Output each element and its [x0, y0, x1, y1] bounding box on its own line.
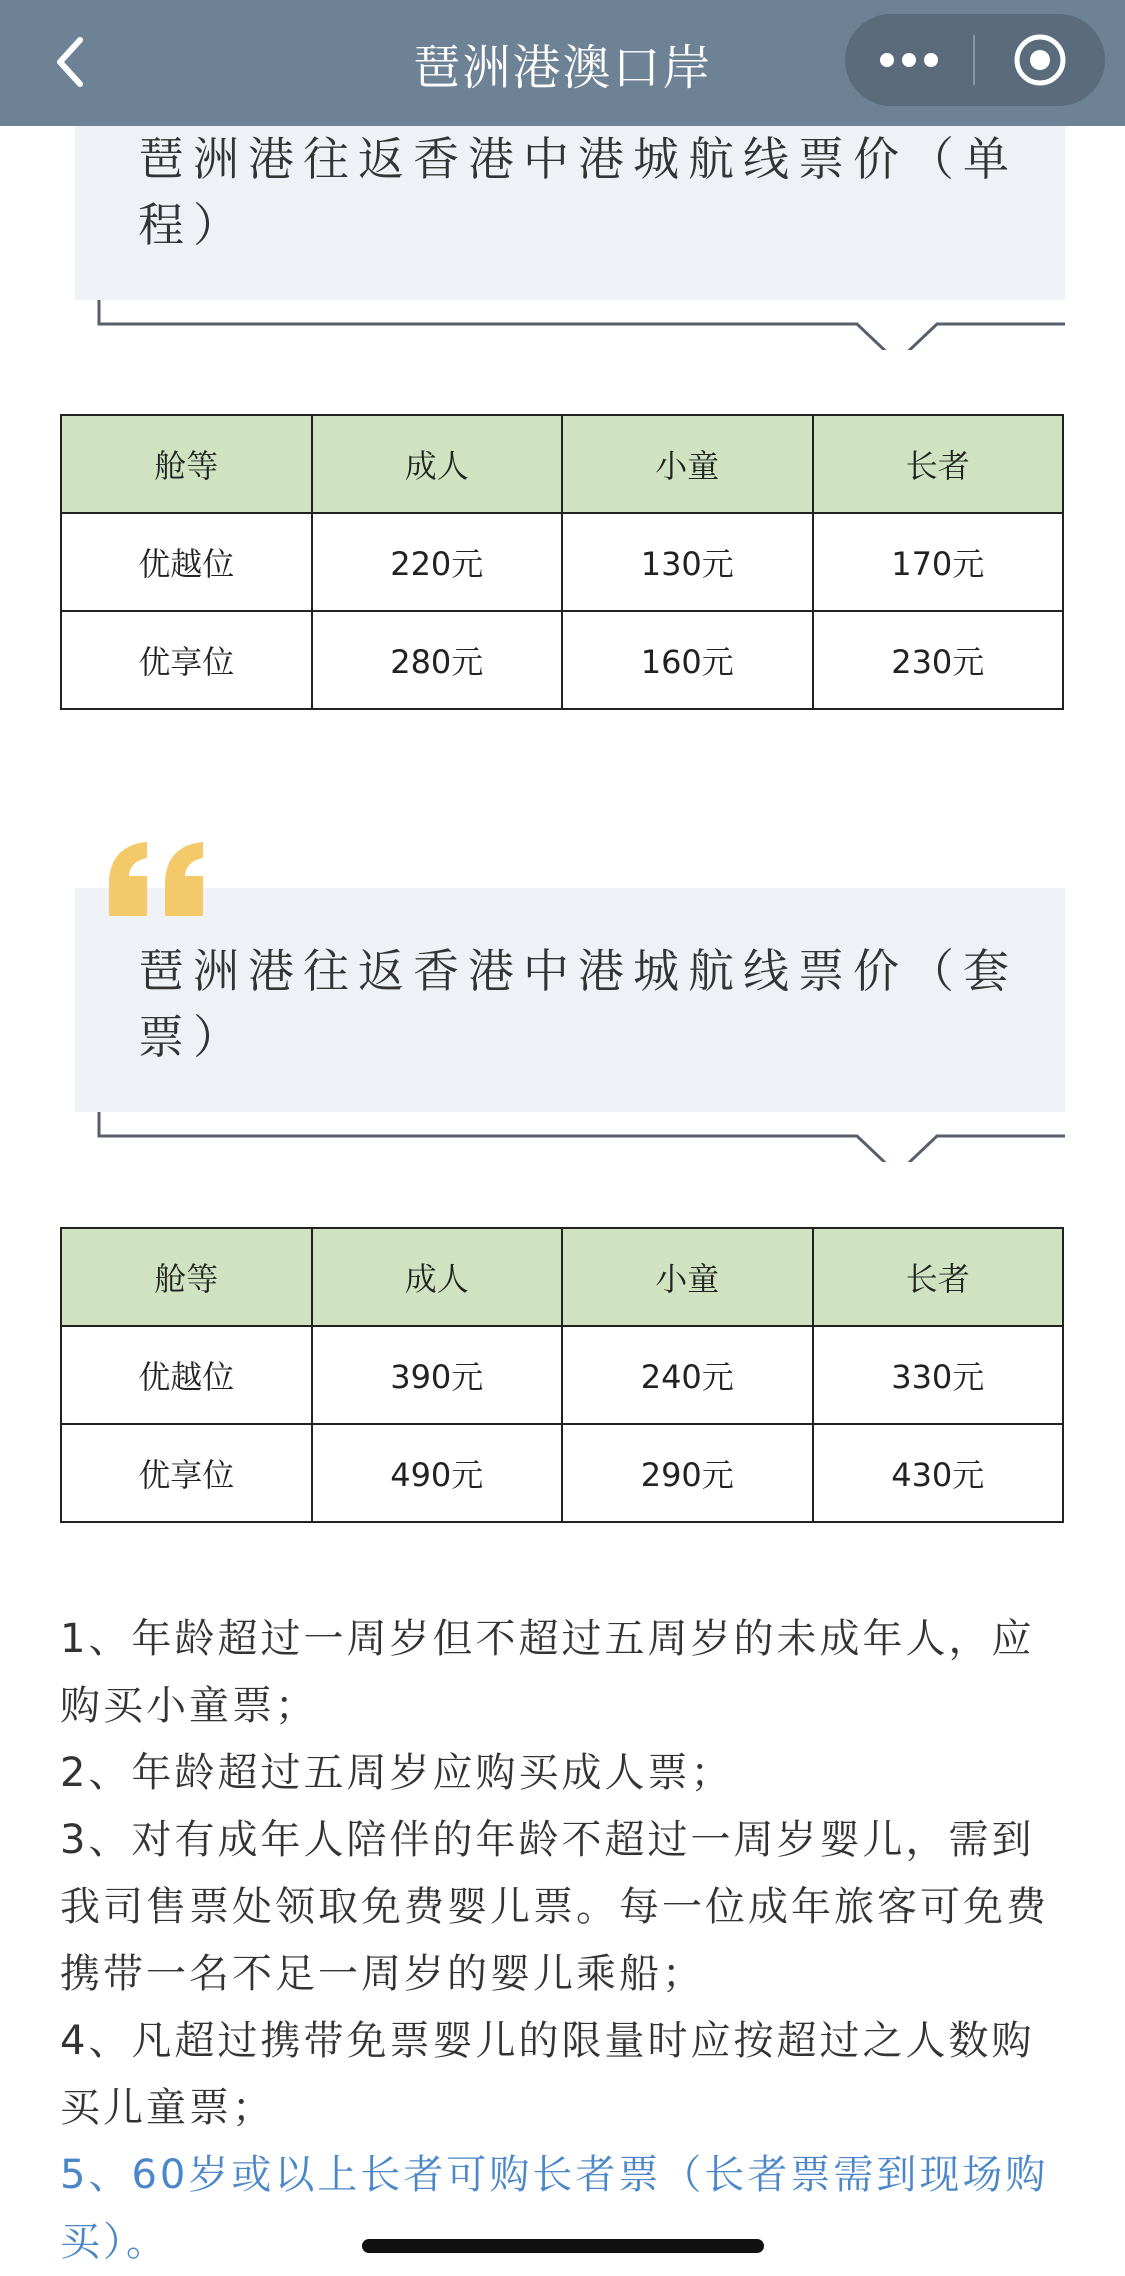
note-item: 1、年龄超过一周岁但不超过五周岁的未成年人，应购买小童票；	[60, 1616, 1035, 1729]
ticket-notes	[60, 1606, 1070, 2276]
table-cell: 390元	[312, 1326, 563, 1424]
heading-callout-line	[97, 300, 1065, 350]
section-heading-text: 琶洲港往返香港中港城航线票价（套票）	[138, 944, 1018, 1064]
header-cell: 舱等	[61, 1228, 312, 1326]
home-indicator[interactable]	[362, 2239, 764, 2253]
section-heading-package	[75, 888, 1065, 1112]
table-row	[61, 1326, 1063, 1424]
table-cell: 230元	[813, 611, 1064, 709]
table-cell: 280元	[312, 611, 563, 709]
table-cell: 490元	[312, 1424, 563, 1522]
heading-callout-line	[97, 1112, 1065, 1162]
table-cell: 优享位	[61, 611, 312, 709]
note-item: 3、对有成年人陪伴的年龄不超过一周岁婴儿，需到我司售票处领取免费婴儿票。每一位成年旅客可免费携带一名不足一周岁的婴儿乘船；	[60, 1817, 1049, 1997]
table-row	[61, 611, 1063, 709]
mini-program-capsule	[845, 14, 1105, 106]
price-table-package	[60, 1227, 1064, 1523]
top-navbar	[0, 0, 1125, 126]
table-cell: 170元	[813, 513, 1064, 611]
header-cell: 成人	[312, 415, 563, 513]
target-circle-icon	[1012, 32, 1068, 88]
table-cell: 330元	[813, 1326, 1064, 1424]
section-heading-single	[75, 126, 1065, 300]
table-row	[61, 513, 1063, 611]
more-button[interactable]	[845, 14, 973, 106]
header-cell: 成人	[312, 1228, 563, 1326]
table-cell: 220元	[312, 513, 563, 611]
table-cell: 优享位	[61, 1424, 312, 1522]
page-title: 琶洲港澳口岸	[412, 39, 713, 96]
quote-mark-icon	[103, 840, 213, 920]
table-cell: 430元	[813, 1424, 1064, 1522]
header-cell: 长者	[813, 1228, 1064, 1326]
table-row	[61, 1424, 1063, 1522]
note-item: 4、凡超过携带免票婴儿的限量时应按超过之人数购买儿童票；	[60, 2018, 1035, 2131]
close-button[interactable]	[975, 14, 1105, 106]
note-item: 2、年龄超过五周岁应购买成人票；	[60, 1750, 734, 1796]
header-cell: 舱等	[61, 415, 312, 513]
header-cell: 小童	[562, 1228, 813, 1326]
note-item-highlight: 5、60岁或以上长者可购长者票（长者票需到现场购买）。	[60, 2152, 1049, 2265]
table-cell: 优越位	[61, 1326, 312, 1424]
table-cell: 130元	[562, 513, 813, 611]
header-cell: 小童	[562, 415, 813, 513]
more-dots-icon	[877, 50, 941, 70]
table-cell: 优越位	[61, 513, 312, 611]
section-heading-text: 琶洲港往返香港中港城航线票价（单程）	[138, 132, 1018, 252]
header-cell: 长者	[813, 415, 1064, 513]
table-cell: 160元	[562, 611, 813, 709]
table-cell: 290元	[562, 1424, 813, 1522]
price-table-single	[60, 414, 1064, 710]
table-header-row	[61, 1228, 1063, 1326]
table-header-row	[61, 415, 1063, 513]
table-cell: 240元	[562, 1326, 813, 1424]
